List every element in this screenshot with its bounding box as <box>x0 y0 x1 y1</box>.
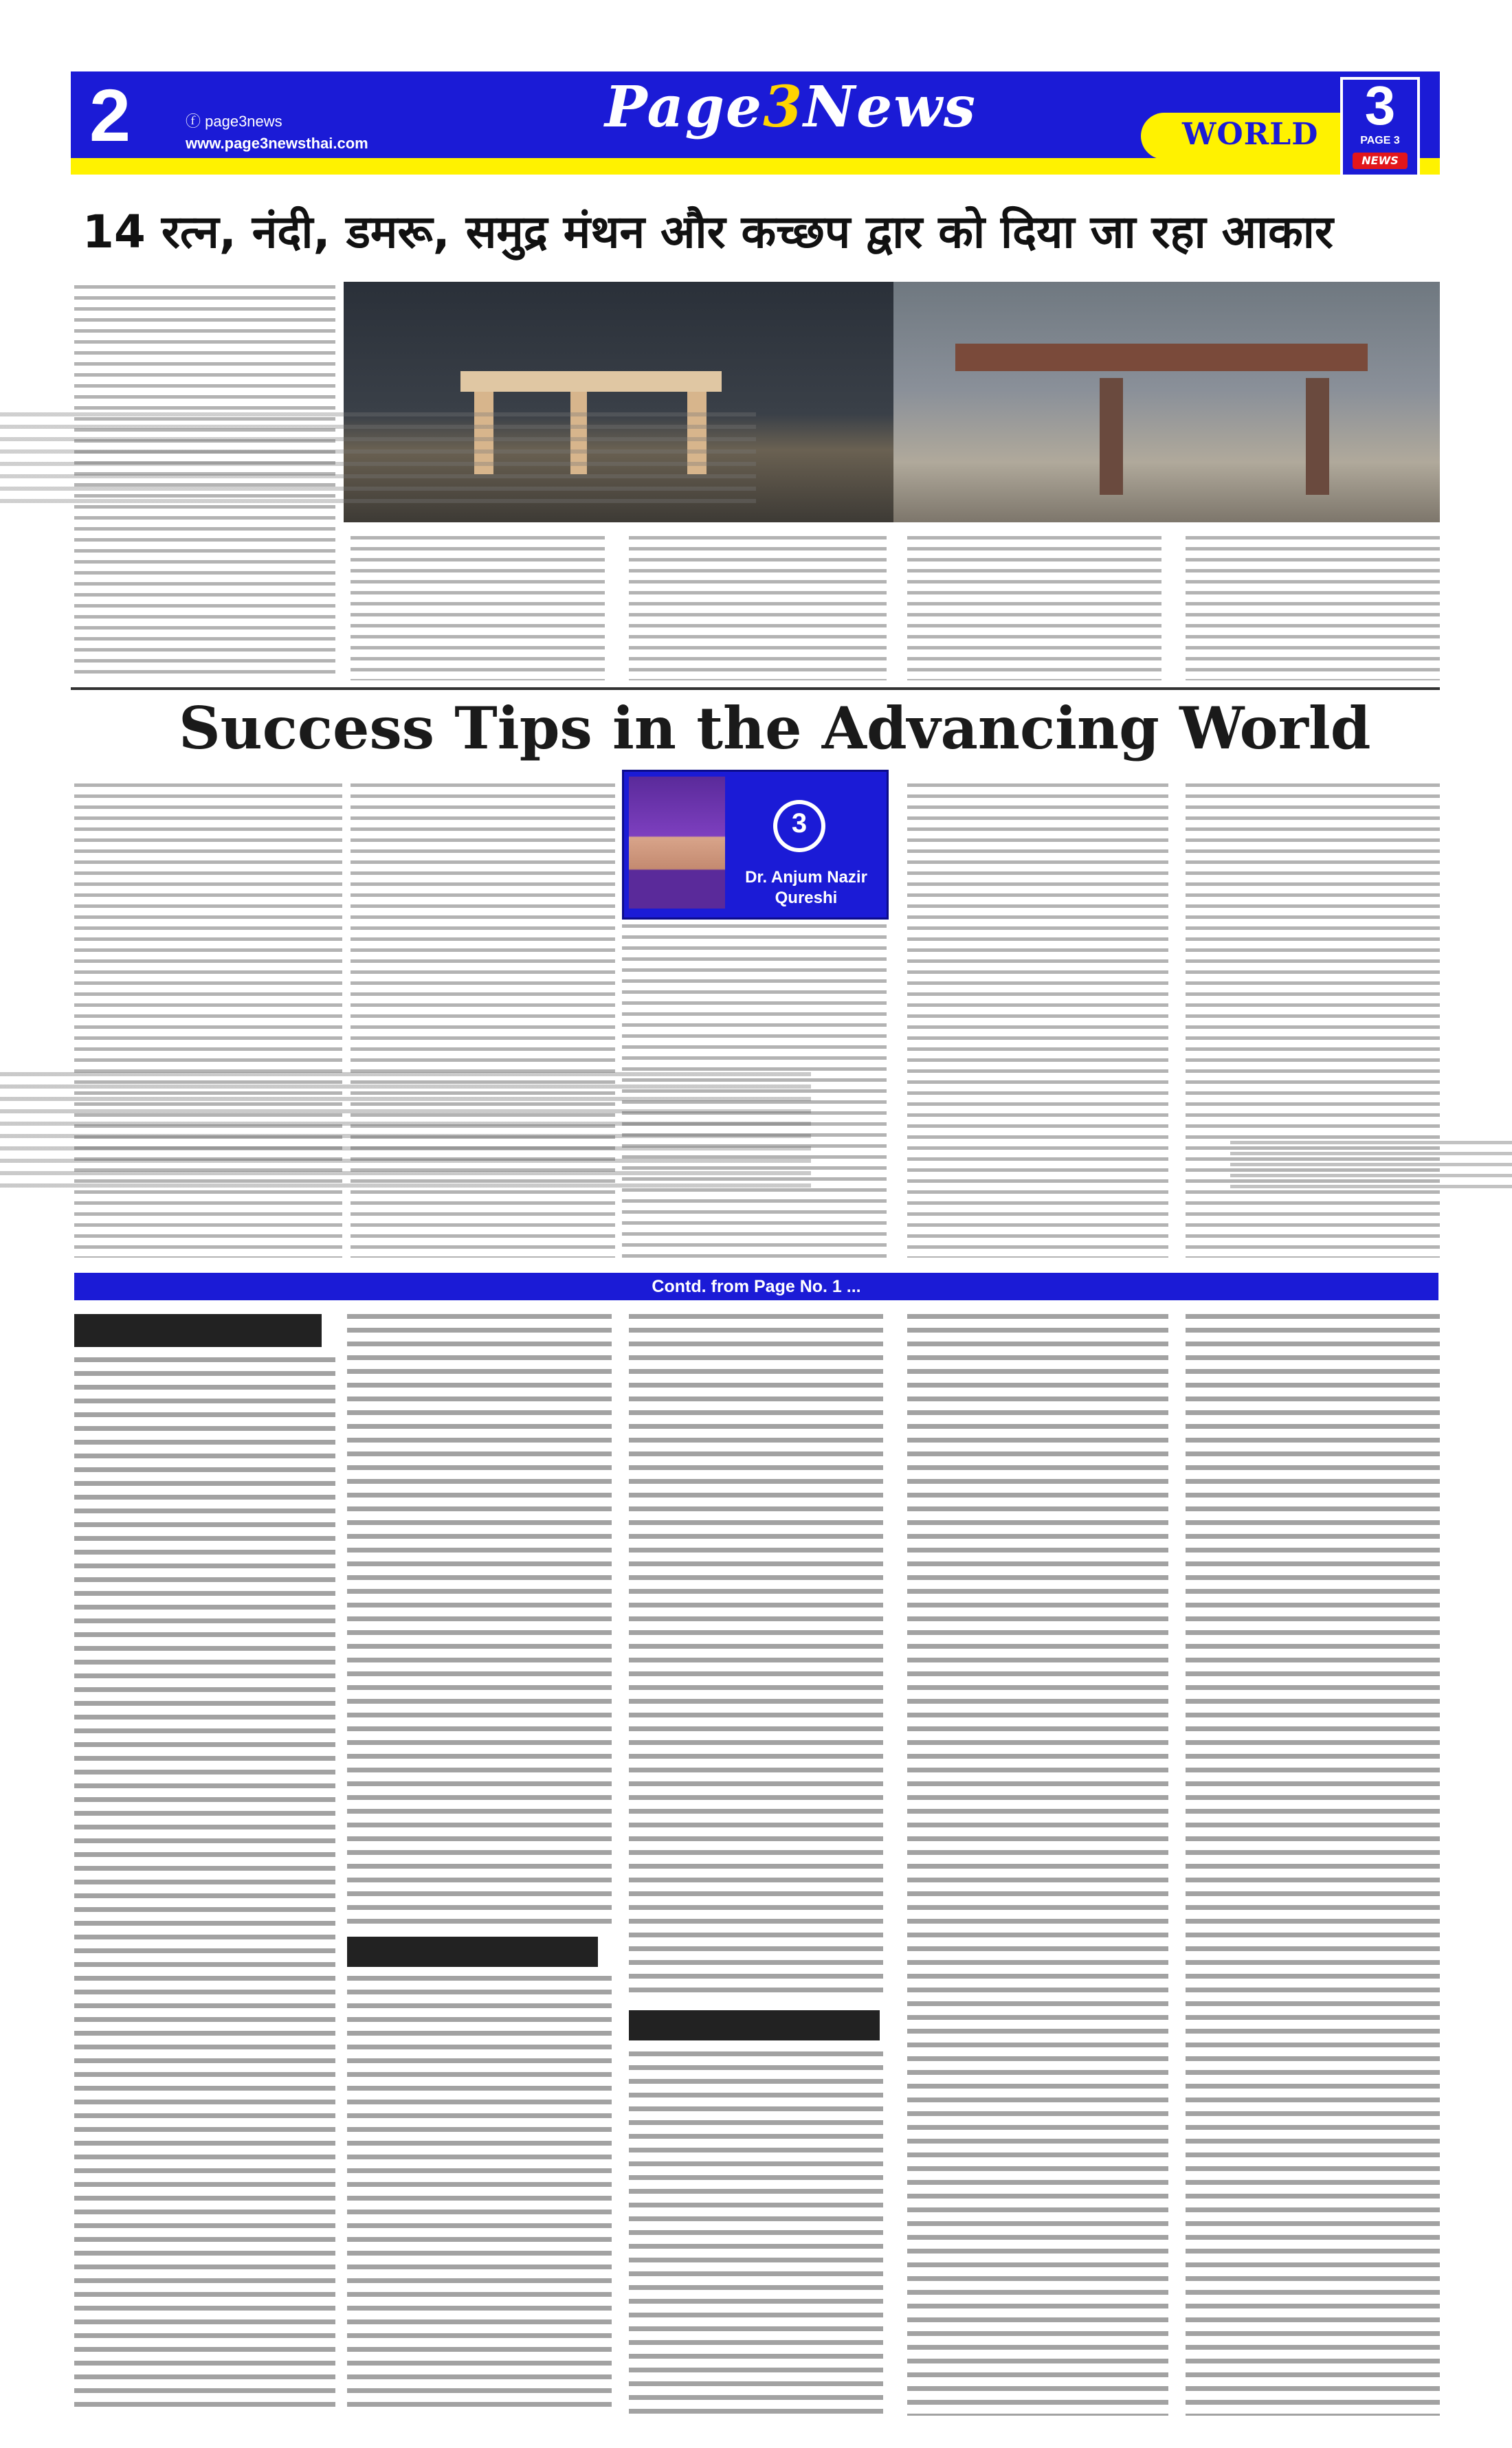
gate-photo-dusk <box>893 282 1440 522</box>
contd-column-5 <box>1186 1314 1440 2416</box>
logo-number: 3 <box>763 74 804 140</box>
badge-news-tag: NEWS <box>1353 153 1408 169</box>
english-article-column-4 <box>907 783 1168 1258</box>
section-divider <box>71 687 1440 690</box>
author-name: Dr. Anjum Nazir Qureshi <box>745 868 867 907</box>
masthead-date-strip <box>71 158 1440 175</box>
contd-column-1 <box>74 1357 335 2416</box>
contd-column-2-top <box>347 1314 612 1933</box>
page-number: 2 <box>89 74 131 157</box>
hindi-article-column-2 <box>351 536 605 680</box>
website-link[interactable]: www.page3newsthai.com <box>186 135 368 152</box>
facebook-icon: ⓕ <box>186 113 205 130</box>
author-photo <box>629 777 725 909</box>
hindi-article-column-5 <box>1186 536 1440 680</box>
english-headline: Success Tips in the Advancing World <box>179 694 1371 762</box>
contd-column-3-top <box>629 1314 883 2001</box>
hindi-article-column-3 <box>629 536 887 680</box>
badge-number: 3 <box>1364 75 1396 136</box>
contd-column-2-bottom <box>347 1976 612 2416</box>
newspaper-logo <box>605 74 977 140</box>
hindi-headline: 14 रत्न, नंदी, डमरू, समुद्र मंथन और कच्छप द्वार को दिया जा रहा आकार <box>82 205 1333 258</box>
author-logo: 3 <box>777 804 821 848</box>
contd-column-4 <box>907 1314 1168 2416</box>
logo-word-news: News <box>803 74 977 140</box>
section-label: WORLD <box>1182 117 1319 152</box>
scan-artifact <box>1230 1141 1512 1196</box>
social-handle-text: page3news <box>205 113 282 130</box>
logo-word-page: Page <box>605 74 764 140</box>
contd-story-label-3 <box>629 2010 880 2040</box>
contd-story-label-1 <box>74 1314 322 1347</box>
social-handle[interactable] <box>186 110 282 131</box>
contd-story-label-2 <box>347 1937 598 1967</box>
scan-artifact <box>0 412 756 509</box>
hindi-article-column-4 <box>907 536 1161 680</box>
badge-subtitle: PAGE 3 <box>1360 135 1400 146</box>
scan-artifact <box>0 1072 811 1196</box>
contd-column-3-bottom <box>629 2051 883 2416</box>
continuation-banner-label: Contd. from Page No. 1 ... <box>652 1277 861 1296</box>
